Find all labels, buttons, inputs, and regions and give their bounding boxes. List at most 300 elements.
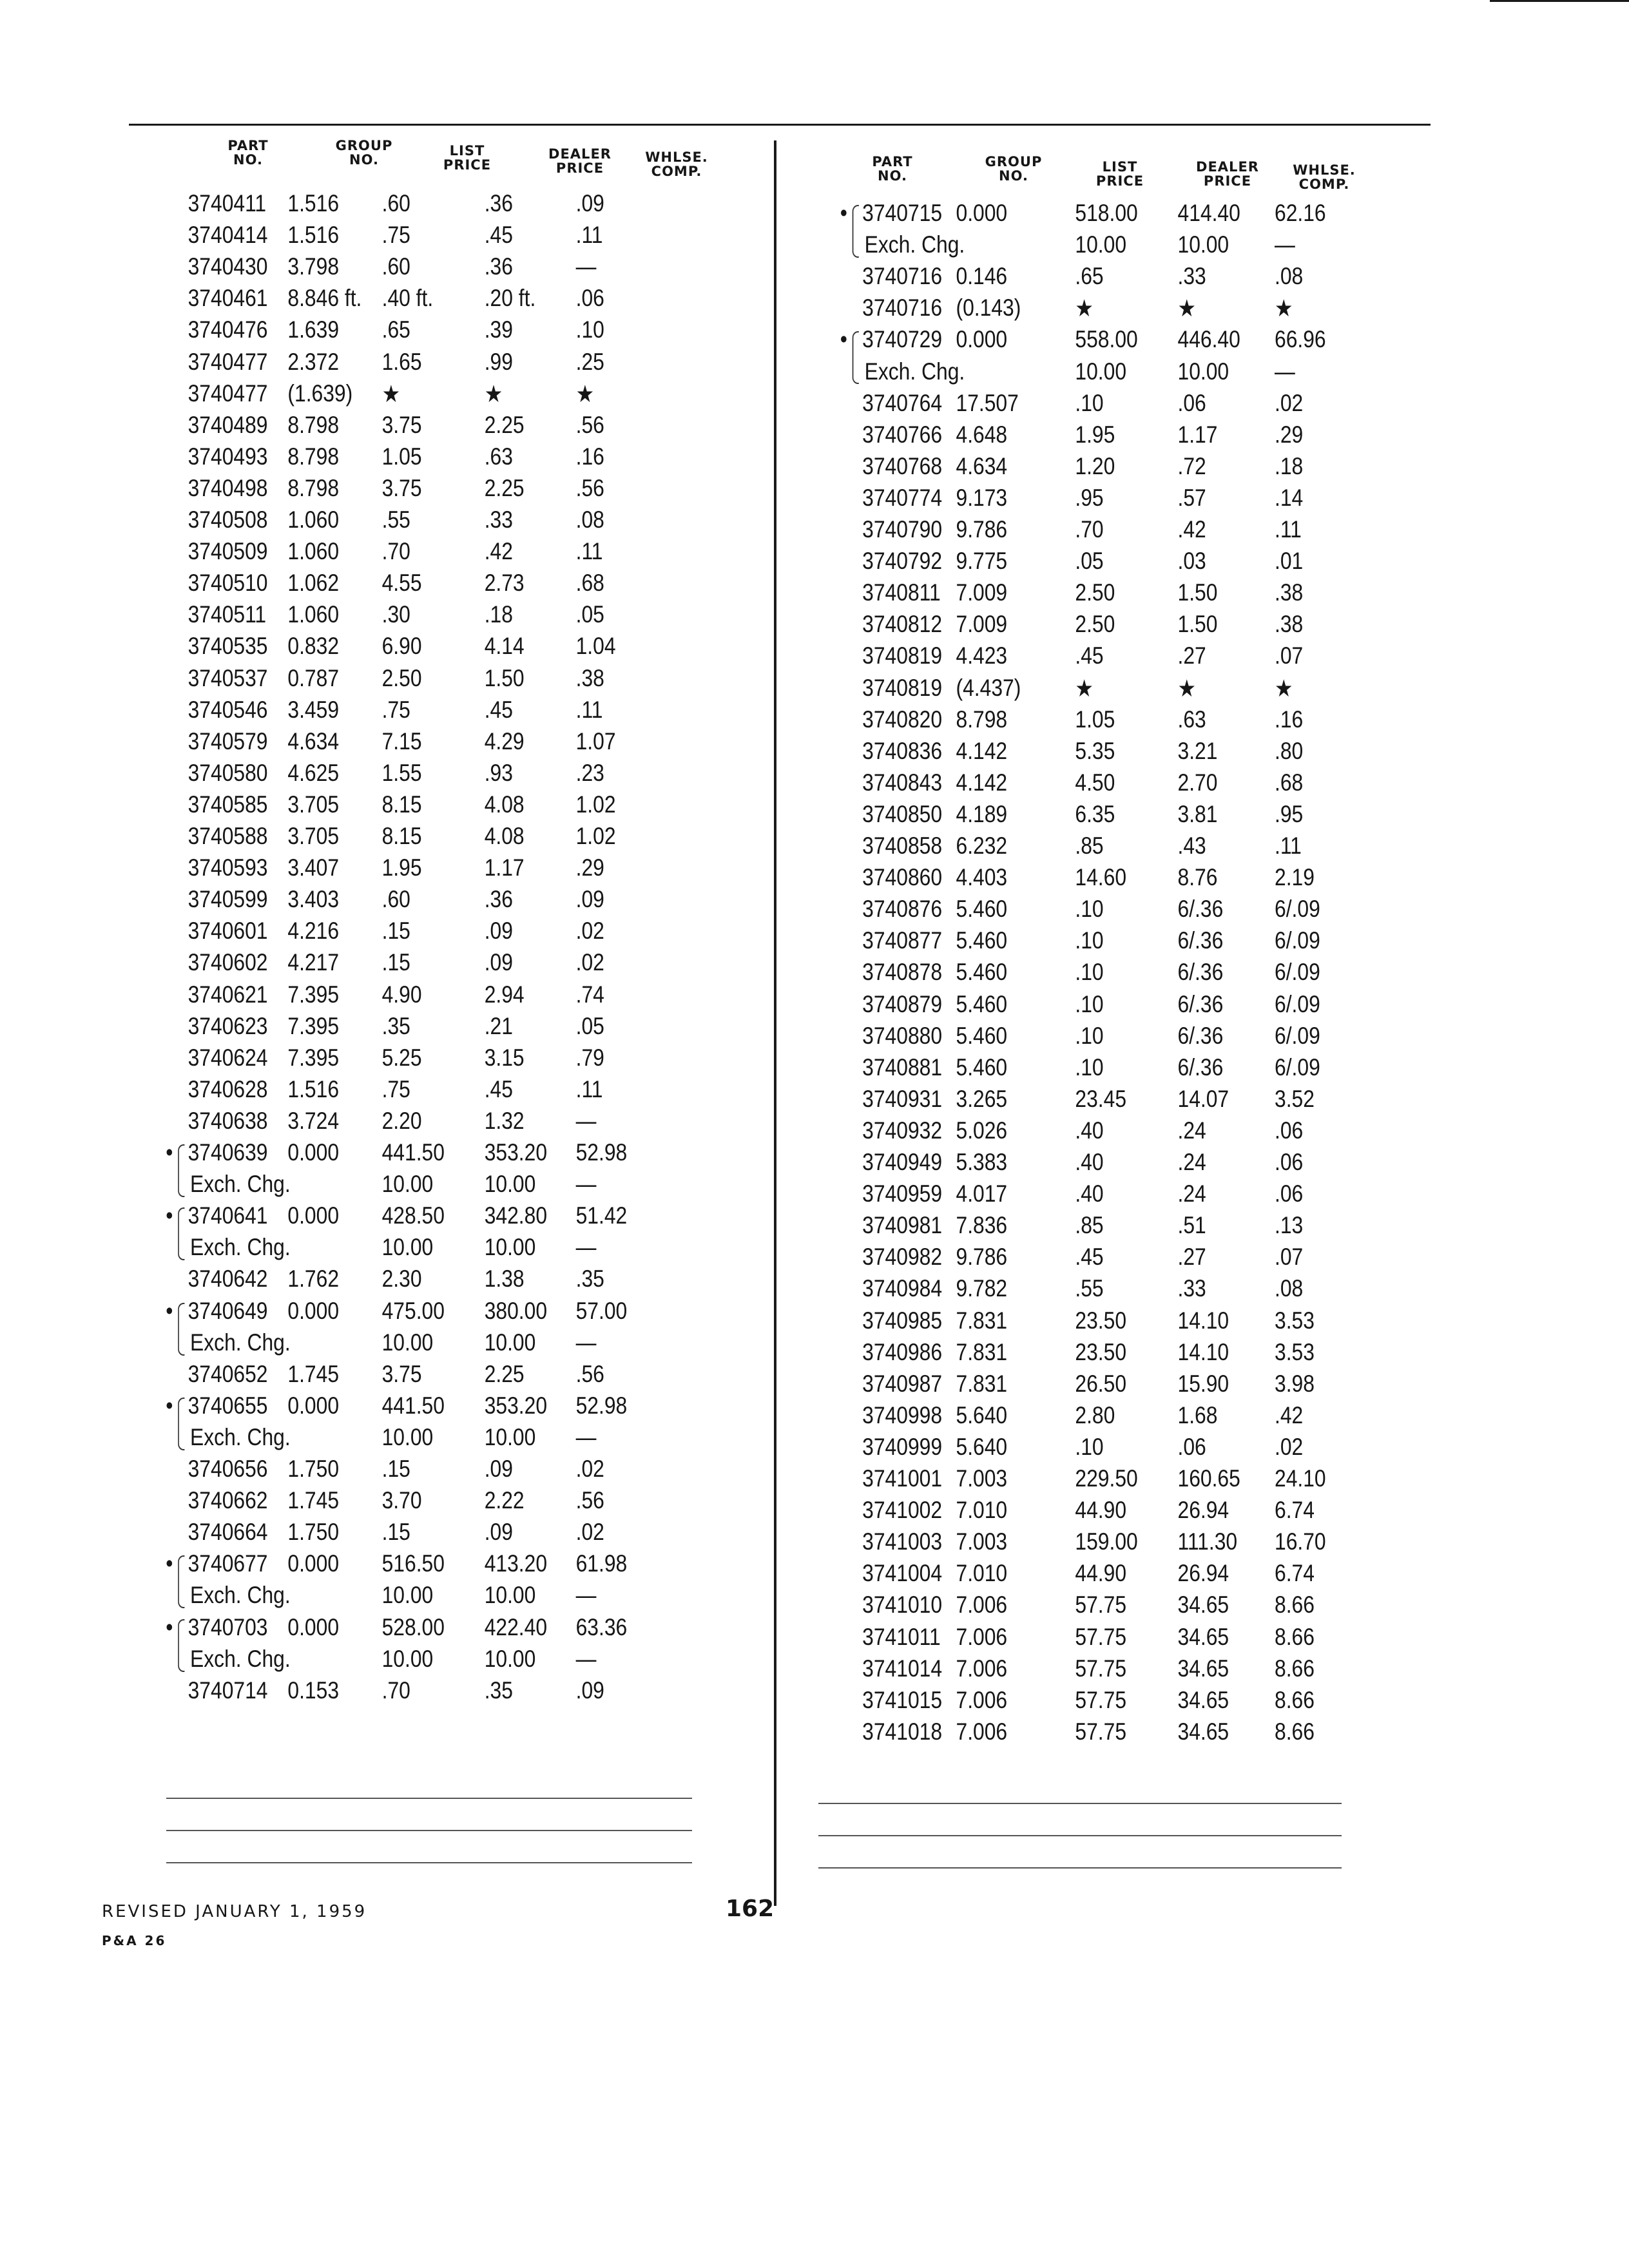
list-cell: 10.00: [1075, 231, 1127, 258]
dealer-cell: .93: [484, 759, 513, 786]
list-cell: 3.70: [381, 1487, 422, 1514]
part-cell: Exch. Chg.: [190, 1582, 291, 1609]
list-cell: 441.50: [381, 1392, 445, 1419]
part-cell: 3740932: [862, 1117, 943, 1144]
whlse-cell: .11: [575, 538, 603, 565]
dealer-cell: ★: [1177, 675, 1197, 702]
part-cell: 3740624: [188, 1044, 268, 1071]
dealer-cell: 2.25: [484, 1360, 525, 1387]
whlse-cell: 6/.09: [1275, 959, 1320, 986]
group-cell: 7.010: [956, 1497, 1008, 1524]
list-cell: 5.35: [1075, 737, 1115, 764]
part-cell: 3740876: [862, 896, 943, 923]
dealer-cell: .39: [484, 316, 513, 343]
table-row: [155, 1329, 709, 1360]
table-row: [155, 1298, 709, 1329]
dealer-cell: 4.08: [484, 823, 525, 849]
dealer-cell: .09: [484, 918, 513, 945]
table-row: [155, 1550, 709, 1581]
table-row: [831, 579, 1385, 610]
whlse-cell: ★: [575, 380, 595, 407]
table-row: [155, 222, 709, 253]
whlse-cell: —: [575, 1171, 597, 1198]
part-cell: 3740656: [188, 1456, 268, 1482]
group-cell: 3.705: [287, 823, 340, 849]
group-cell: 7.831: [956, 1338, 1008, 1365]
part-cell: 3740498: [188, 474, 268, 501]
dealer-cell: 342.80: [484, 1202, 548, 1229]
table-row: [155, 981, 709, 1012]
new-item-bullet: •: [166, 1202, 173, 1229]
table-row: [155, 506, 709, 537]
whlse-cell: .16: [1275, 706, 1304, 733]
list-cell: 159.00: [1075, 1528, 1138, 1555]
list-cell: .10: [1075, 1022, 1104, 1049]
list-cell: 4.55: [381, 570, 422, 597]
group-cell: 4.403: [956, 864, 1008, 891]
table-row: [831, 1054, 1385, 1085]
list-cell: .10: [1075, 959, 1104, 986]
list-cell: .10: [1075, 927, 1104, 954]
header-dealer-price: DEALER PRICE: [548, 146, 612, 176]
whlse-cell: .80: [1275, 737, 1304, 764]
whlse-cell: 62.16: [1275, 200, 1326, 226]
table-row: [831, 1655, 1385, 1686]
part-cell: Exch. Chg.: [190, 1645, 291, 1672]
table-row: [831, 548, 1385, 579]
part-cell: 3740790: [862, 516, 943, 543]
part-cell: 3740880: [862, 1022, 943, 1049]
table-row: [831, 642, 1385, 673]
list-cell: 4.90: [381, 981, 422, 1008]
list-cell: 1.55: [381, 759, 422, 786]
group-cell: 4.217: [287, 949, 340, 976]
part-cell: 3740493: [188, 443, 268, 470]
list-cell: 57.75: [1075, 1718, 1127, 1745]
dealer-cell: 1.68: [1177, 1401, 1218, 1428]
table-row: [155, 316, 709, 347]
part-cell: 3740623: [188, 1012, 268, 1039]
part-cell: 3740664: [188, 1519, 268, 1546]
whlse-cell: .08: [1275, 263, 1304, 290]
group-cell: 0.000: [287, 1392, 340, 1419]
dealer-cell: .33: [484, 506, 513, 533]
list-cell: .70: [381, 1677, 410, 1704]
list-cell: 475.00: [381, 1297, 445, 1324]
list-cell: .70: [381, 538, 410, 565]
whlse-cell: 6.74: [1275, 1560, 1315, 1587]
header-group-no: GROUP NO.: [985, 154, 1043, 184]
blank-line: [166, 1798, 692, 1799]
group-cell: 3.459: [287, 696, 340, 723]
dealer-cell: .03: [1177, 548, 1206, 575]
list-cell: 6.35: [1075, 800, 1115, 827]
corner-mark: [1490, 0, 1629, 2]
whlse-cell: .11: [575, 696, 603, 723]
dealer-cell: .63: [484, 443, 513, 470]
whlse-cell: .29: [1275, 421, 1304, 448]
list-cell: 428.50: [381, 1202, 445, 1229]
dealer-cell: 14.07: [1177, 1085, 1229, 1112]
blank-line: [818, 1835, 1342, 1836]
table-row: [155, 854, 709, 885]
whlse-cell: —: [1275, 358, 1295, 385]
table-row: [831, 1244, 1385, 1274]
list-cell: .40: [1075, 1117, 1104, 1144]
part-cell: 3740638: [188, 1107, 268, 1134]
dealer-cell: 2.22: [484, 1487, 525, 1514]
part-cell: 3741018: [862, 1718, 943, 1745]
part-cell: 3740984: [862, 1275, 943, 1302]
whlse-cell: .14: [1275, 484, 1304, 511]
list-cell: 516.50: [381, 1550, 445, 1577]
dealer-cell: 26.94: [1177, 1497, 1229, 1524]
dealer-cell: .20 ft.: [484, 285, 536, 312]
part-cell: 3740986: [862, 1338, 943, 1365]
list-cell: 1.65: [381, 348, 422, 375]
whlse-cell: 3.52: [1275, 1085, 1315, 1112]
list-cell: .60: [381, 886, 410, 913]
table-row: [831, 927, 1385, 958]
table-row: [155, 1487, 709, 1518]
group-cell: 0.000: [287, 1550, 340, 1577]
whlse-cell: .02: [1275, 389, 1304, 416]
part-cell: 3740715: [862, 200, 943, 226]
group-cell: 1.060: [287, 601, 340, 628]
whlse-cell: .01: [1275, 548, 1304, 575]
part-cell: 3740774: [862, 484, 943, 511]
whlse-cell: 66.96: [1275, 326, 1326, 353]
dealer-cell: .36: [484, 886, 513, 913]
dealer-cell: 8.76: [1177, 864, 1218, 891]
dealer-cell: .72: [1177, 452, 1206, 479]
table-row: [831, 1023, 1385, 1053]
whlse-cell: .56: [575, 1360, 604, 1387]
whlse-cell: —: [575, 1329, 597, 1356]
dealer-cell: 6/.36: [1177, 959, 1224, 986]
dealer-cell: ★: [1177, 295, 1197, 322]
part-cell: 3740628: [188, 1075, 268, 1102]
table-row: [155, 1265, 709, 1296]
dealer-cell: 2.25: [484, 411, 525, 438]
list-cell: .95: [1075, 484, 1104, 511]
whlse-cell: .09: [575, 190, 604, 216]
group-cell: 1.516: [287, 1075, 340, 1102]
list-cell: .70: [1075, 516, 1104, 543]
whlse-cell: 24.10: [1275, 1465, 1326, 1492]
table-row: [155, 665, 709, 696]
part-cell: 3740461: [188, 285, 268, 312]
dealer-cell: .27: [1177, 642, 1206, 669]
dealer-cell: 10.00: [1177, 231, 1229, 258]
whlse-cell: .02: [575, 1519, 604, 1546]
whlse-cell: .35: [575, 1265, 604, 1293]
part-cell: 3740414: [188, 222, 268, 249]
whlse-cell: 3.53: [1275, 1307, 1315, 1334]
part-cell: 3740509: [188, 538, 268, 565]
table-row: [155, 1202, 709, 1233]
whlse-cell: .08: [1275, 1275, 1304, 1302]
table-row: [155, 349, 709, 380]
group-cell: 9.173: [956, 484, 1008, 511]
dealer-cell: .24: [1177, 1180, 1206, 1207]
list-cell: 1.05: [1075, 706, 1115, 733]
whlse-cell: .11: [575, 1075, 603, 1102]
part-cell: 3740768: [862, 452, 943, 479]
part-cell: 3740843: [862, 769, 943, 796]
header-whlse-comp: WHLSE. COMP.: [645, 149, 708, 179]
group-cell: 1.060: [287, 506, 340, 533]
list-cell: .15: [381, 1456, 410, 1482]
group-cell: 17.507: [956, 389, 1019, 416]
group-cell: 4.216: [287, 918, 340, 945]
part-cell: 3740860: [862, 864, 943, 891]
group-cell: 7.006: [956, 1686, 1008, 1713]
whlse-cell: .68: [1275, 769, 1304, 796]
whlse-cell: .09: [575, 886, 604, 913]
whlse-cell: —: [575, 1423, 597, 1450]
list-cell: 3.75: [381, 411, 422, 438]
dealer-cell: .99: [484, 348, 513, 375]
list-cell: ★: [1075, 675, 1094, 702]
whlse-cell: 52.98: [575, 1392, 628, 1419]
part-cell: 3740877: [862, 927, 943, 954]
table-row: [155, 823, 709, 854]
list-cell: 7.15: [381, 727, 422, 754]
part-cell: 3740579: [188, 727, 268, 754]
part-cell: 3740881: [862, 1053, 943, 1081]
table-row: [831, 1370, 1385, 1401]
whlse-cell: ★: [1275, 295, 1293, 322]
header-part-no: PART NO.: [227, 138, 269, 168]
whlse-cell: .06: [1275, 1149, 1304, 1175]
part-cell: 3740998: [862, 1401, 943, 1428]
list-cell: .40: [1075, 1180, 1104, 1207]
part-cell: 3740766: [862, 421, 943, 448]
dealer-cell: 34.65: [1177, 1718, 1229, 1745]
new-item-bullet: •: [166, 1297, 173, 1324]
table-row: [831, 1465, 1385, 1496]
header-part-no: PART NO.: [872, 154, 913, 184]
table-row: [155, 1392, 709, 1423]
dealer-cell: 413.20: [484, 1550, 548, 1577]
part-cell: 3741003: [862, 1528, 943, 1555]
list-cell: .05: [1075, 548, 1104, 575]
table-row: [831, 421, 1385, 452]
group-cell: 6.232: [956, 832, 1008, 859]
part-cell: 3740621: [188, 981, 268, 1008]
whlse-cell: —: [575, 1234, 597, 1261]
part-cell: 3740508: [188, 506, 268, 533]
table-row: [155, 791, 709, 822]
whlse-cell: 3.53: [1275, 1338, 1315, 1365]
table-row: [831, 706, 1385, 737]
group-cell: 1.745: [287, 1487, 340, 1514]
table-row: [831, 769, 1385, 800]
dealer-cell: 6/.36: [1177, 1022, 1224, 1049]
dealer-cell: 4.29: [484, 727, 525, 754]
part-cell: 3740588: [188, 823, 268, 849]
group-cell: 7.003: [956, 1465, 1008, 1492]
list-cell: 10.00: [1075, 358, 1127, 385]
part-cell: 3740580: [188, 759, 268, 786]
table-row: [155, 918, 709, 948]
whlse-cell: .38: [1275, 579, 1304, 606]
dealer-cell: ★: [484, 380, 503, 407]
part-cell: 3740477: [188, 348, 268, 375]
whlse-cell: .56: [575, 474, 604, 501]
list-cell: .10: [1075, 1433, 1104, 1460]
table-row: [155, 570, 709, 601]
form-number: P&A 26: [102, 1933, 167, 1948]
page-number: 162: [726, 1896, 775, 1922]
part-cell: 3740716: [862, 294, 943, 322]
part-cell: 3740959: [862, 1180, 943, 1207]
group-cell: 4.423: [956, 642, 1008, 669]
group-cell: 5.640: [956, 1401, 1008, 1428]
whlse-cell: 61.98: [575, 1550, 628, 1577]
part-cell: 3740729: [862, 326, 943, 353]
group-cell: 4.634: [956, 452, 1008, 479]
group-cell: 3.265: [956, 1085, 1008, 1112]
dealer-cell: 34.65: [1177, 1686, 1229, 1713]
part-cell: 3740792: [862, 548, 943, 575]
list-cell: 229.50: [1075, 1465, 1138, 1492]
table-row: [831, 1402, 1385, 1433]
dealer-cell: 353.20: [484, 1392, 548, 1419]
group-cell: 8.798: [287, 443, 340, 470]
dealer-cell: .51: [1177, 1212, 1206, 1239]
part-cell: 3740987: [862, 1370, 943, 1397]
dealer-cell: 1.50: [1177, 611, 1218, 638]
whlse-cell: .25: [575, 348, 604, 375]
table-row: [831, 1687, 1385, 1718]
table-row: [155, 1614, 709, 1645]
table-row: [831, 1434, 1385, 1465]
part-cell: Exch. Chg.: [864, 358, 965, 385]
list-cell: .75: [381, 222, 410, 249]
table-row: [155, 886, 709, 917]
whlse-cell: .42: [1275, 1401, 1304, 1428]
group-cell: 1.062: [287, 570, 340, 597]
whlse-cell: —: [575, 1582, 597, 1609]
whlse-cell: .11: [1275, 832, 1302, 859]
group-cell: 5.460: [956, 1022, 1008, 1049]
list-cell: .55: [1075, 1275, 1104, 1302]
list-cell: 2.50: [1075, 579, 1115, 606]
table-row: [155, 728, 709, 759]
list-cell: 10.00: [381, 1582, 434, 1609]
dealer-cell: 422.40: [484, 1613, 548, 1640]
list-cell: .60: [381, 253, 410, 280]
whlse-cell: .13: [1275, 1212, 1304, 1239]
part-cell: 3740537: [188, 664, 268, 691]
table-row: [155, 538, 709, 569]
group-cell: 7.831: [956, 1307, 1008, 1334]
whlse-cell: .06: [1275, 1180, 1304, 1207]
table-row: [831, 263, 1385, 294]
whlse-cell: 8.66: [1275, 1591, 1315, 1619]
header-dealer-price: DEALER PRICE: [1196, 159, 1259, 189]
dealer-cell: .33: [1177, 1275, 1206, 1302]
list-cell: .85: [1075, 1212, 1104, 1239]
dealer-cell: .45: [484, 1075, 513, 1102]
new-item-bullet: •: [840, 200, 847, 226]
group-cell: 1.060: [287, 538, 340, 565]
list-cell: .40 ft.: [381, 285, 434, 312]
part-cell: 3740655: [188, 1392, 268, 1419]
part-cell: 3741002: [862, 1497, 943, 1524]
list-cell: 2.30: [381, 1265, 422, 1293]
table-row: [831, 801, 1385, 832]
dealer-cell: 1.38: [484, 1265, 525, 1293]
whlse-cell: 1.04: [575, 633, 616, 660]
table-row: [155, 1677, 709, 1708]
table-row: [831, 294, 1385, 325]
table-row: [831, 358, 1385, 389]
list-cell: .10: [1075, 1053, 1104, 1081]
group-cell: 8.798: [956, 706, 1008, 733]
list-cell: 1.05: [381, 443, 422, 470]
table-row: [155, 760, 709, 791]
whlse-cell: .07: [1275, 642, 1304, 669]
list-cell: 518.00: [1075, 200, 1138, 226]
dealer-cell: 353.20: [484, 1139, 548, 1166]
part-cell: 3741004: [862, 1560, 943, 1587]
group-cell: 1.516: [287, 190, 340, 216]
dealer-cell: .63: [1177, 706, 1206, 733]
group-cell: 3.407: [287, 854, 340, 881]
table-row: [831, 231, 1385, 262]
dealer-cell: 3.81: [1177, 800, 1218, 827]
list-cell: 14.60: [1075, 864, 1127, 891]
dealer-cell: 111.30: [1177, 1528, 1238, 1555]
whlse-cell: .79: [575, 1044, 604, 1071]
group-cell: 0.787: [287, 664, 340, 691]
table-row: [831, 1624, 1385, 1655]
group-cell: 4.648: [956, 421, 1008, 448]
dealer-cell: 160.65: [1177, 1465, 1240, 1492]
list-cell: 10.00: [381, 1423, 434, 1450]
group-cell: 8.846 ft.: [287, 285, 362, 312]
table-row: [155, 1076, 709, 1107]
table-row: [831, 1212, 1385, 1243]
whlse-cell: .56: [575, 1487, 604, 1514]
list-cell: 3.75: [381, 474, 422, 501]
group-cell: 8.798: [287, 411, 340, 438]
part-cell: 3740477: [188, 380, 268, 407]
group-cell: 7.006: [956, 1718, 1008, 1745]
dealer-cell: 34.65: [1177, 1655, 1229, 1682]
group-cell: 9.786: [956, 516, 1008, 543]
table-row: [155, 1519, 709, 1550]
table-row: [155, 412, 709, 443]
whlse-cell: .10: [575, 316, 604, 343]
part-cell: 3741014: [862, 1655, 943, 1682]
whlse-cell: 6.74: [1275, 1497, 1315, 1524]
list-cell: 10.00: [381, 1234, 434, 1261]
list-cell: 6.90: [381, 633, 422, 660]
dealer-cell: 6/.36: [1177, 896, 1224, 923]
whlse-cell: .07: [1275, 1244, 1304, 1271]
table-row: [831, 1086, 1385, 1117]
whlse-cell: 6/.09: [1275, 1053, 1320, 1081]
list-cell: 1.20: [1075, 452, 1115, 479]
group-cell: 7.009: [956, 611, 1008, 638]
part-cell: 3740601: [188, 918, 268, 945]
dealer-cell: 14.10: [1177, 1307, 1229, 1334]
part-cell: 3740764: [862, 389, 943, 416]
